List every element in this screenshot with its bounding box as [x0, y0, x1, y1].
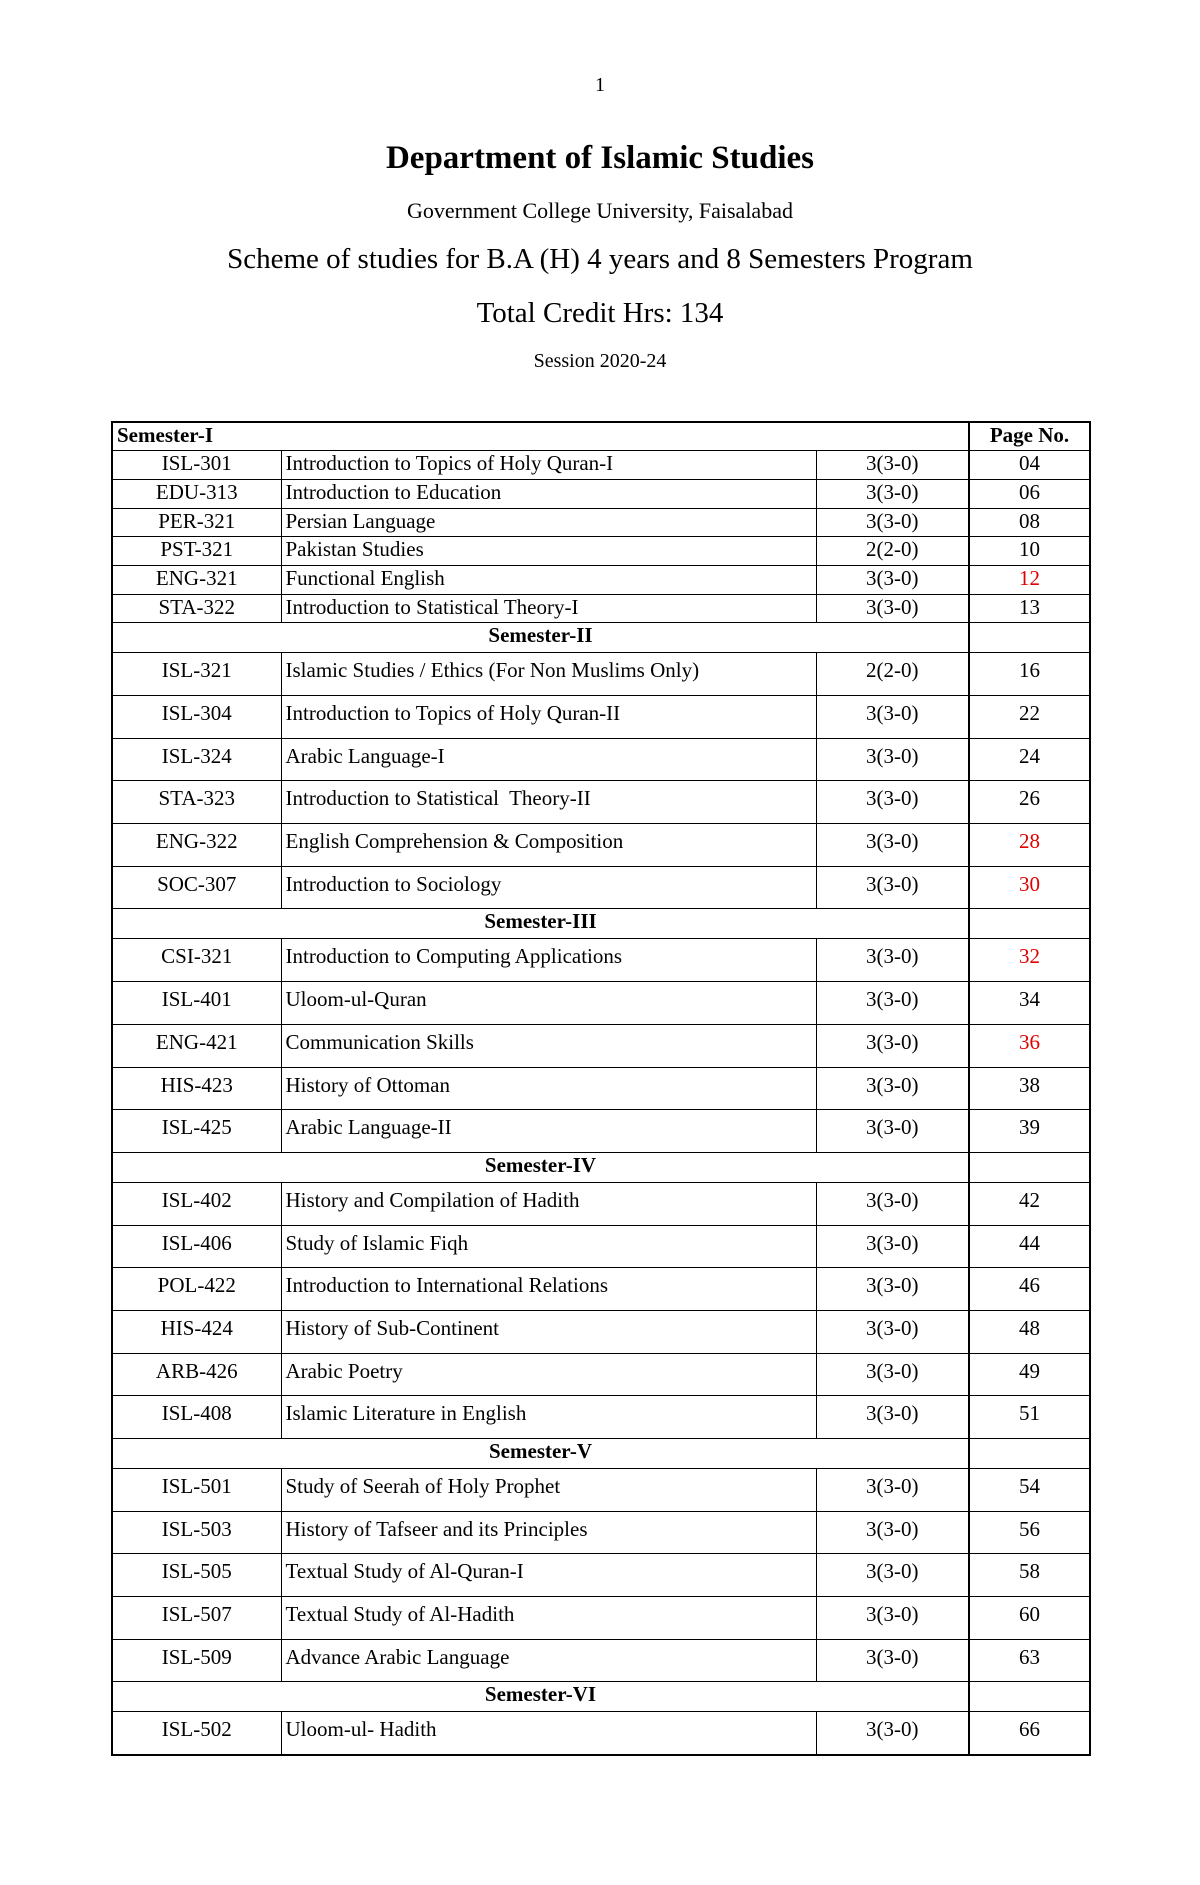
course-title: History of Sub-Continent	[281, 1310, 816, 1353]
course-code: ISL-406	[112, 1225, 281, 1268]
table-row	[112, 982, 1090, 1025]
credit-hours: 3(3-0)	[816, 781, 969, 824]
table-row	[112, 1225, 1090, 1268]
semester-title: Semester-II	[112, 623, 969, 653]
course-title: Study of Seerah of Holy Prophet	[281, 1469, 816, 1512]
credit-hours: 3(3-0)	[816, 1268, 969, 1311]
table-row	[112, 1268, 1090, 1311]
page-number-cell: 60	[969, 1597, 1090, 1640]
page-number-cell: 04	[969, 451, 1090, 480]
page-no-header	[969, 1152, 1090, 1182]
course-code: SOC-307	[112, 866, 281, 909]
table-row	[112, 1067, 1090, 1110]
credit-hours: 3(3-0)	[816, 1712, 969, 1755]
course-code: ISL-507	[112, 1597, 281, 1640]
course-code: ISL-401	[112, 982, 281, 1025]
course-code: CSI-321	[112, 939, 281, 982]
semester-header-row	[112, 909, 1090, 939]
credit-hours: 2(2-0)	[816, 653, 969, 696]
page-number-cell: 08	[969, 508, 1090, 537]
page-number-cell: 51	[969, 1396, 1090, 1439]
credit-hours: 3(3-0)	[816, 866, 969, 909]
total-credits: Total Credit Hrs: 134	[476, 297, 724, 329]
table-row	[112, 939, 1090, 982]
table-row	[112, 594, 1090, 623]
page-number-cell: 39	[969, 1110, 1090, 1153]
course-code: ISL-503	[112, 1511, 281, 1554]
semester-title: Semester-V	[112, 1439, 969, 1469]
course-title: Islamic Studies / Ethics (For Non Muslims Only)	[281, 653, 816, 696]
page-number-cell: 10	[969, 537, 1090, 566]
course-code: STA-322	[112, 594, 281, 623]
table-row	[112, 479, 1090, 508]
course-title: Uloom-ul-Quran	[281, 982, 816, 1025]
table-row	[112, 508, 1090, 537]
session-label: Session 2020-24	[533, 350, 667, 372]
course-title: Introduction to Topics of Holy Quran-II	[281, 696, 816, 739]
table-row	[112, 1024, 1090, 1067]
page-number-cell: 46	[969, 1268, 1090, 1311]
semester-title: Semester-IV	[112, 1152, 969, 1182]
course-title: Introduction to Sociology	[281, 866, 816, 909]
table-row	[112, 565, 1090, 594]
table-row	[112, 696, 1090, 739]
course-title: Arabic Language-II	[281, 1110, 816, 1153]
course-code: ISL-301	[112, 451, 281, 480]
university-name: Government College University, Faisalabad	[407, 198, 793, 223]
course-title: Persian Language	[281, 508, 816, 537]
page-number-cell: 30	[969, 866, 1090, 909]
course-code: EDU-313	[112, 479, 281, 508]
page-no-header	[969, 623, 1090, 653]
page-number-cell: 48	[969, 1310, 1090, 1353]
course-title: Introduction to Topics of Holy Quran-I	[281, 451, 816, 480]
course-title: Uloom-ul- Hadith	[281, 1712, 816, 1755]
credit-hours: 3(3-0)	[816, 1639, 969, 1682]
table-row	[112, 1712, 1090, 1755]
page-number-cell: 26	[969, 781, 1090, 824]
credit-hours: 3(3-0)	[816, 1511, 969, 1554]
table-row	[112, 537, 1090, 566]
page-number-cell: 44	[969, 1225, 1090, 1268]
credit-hours: 3(3-0)	[816, 939, 969, 982]
course-title: Study of Islamic Fiqh	[281, 1225, 816, 1268]
page-no-header: Page No.	[969, 422, 1090, 451]
semester-header-row	[112, 1152, 1090, 1182]
credit-hours: 2(2-0)	[816, 537, 969, 566]
course-title: Introduction to Education	[281, 479, 816, 508]
credit-hours: 3(3-0)	[816, 1469, 969, 1512]
course-title: Introduction to Statistical Theory-II	[281, 781, 816, 824]
semester-title: Semester-III	[112, 909, 969, 939]
table-row	[112, 451, 1090, 480]
table-row	[112, 866, 1090, 909]
course-code: POL-422	[112, 1268, 281, 1311]
page-number-cell: 16	[969, 653, 1090, 696]
course-code: ISL-509	[112, 1639, 281, 1682]
credit-hours: 3(3-0)	[816, 696, 969, 739]
course-code: ISL-402	[112, 1182, 281, 1225]
course-title: Communication Skills	[281, 1024, 816, 1067]
course-code: STA-323	[112, 781, 281, 824]
course-code: HIS-423	[112, 1067, 281, 1110]
course-code: ISL-324	[112, 738, 281, 781]
table-row	[112, 1597, 1090, 1640]
course-code: ISL-408	[112, 1396, 281, 1439]
course-title: Introduction to Statistical Theory-I	[281, 594, 816, 623]
course-code: PER-321	[112, 508, 281, 537]
page-number-cell: 58	[969, 1554, 1090, 1597]
table-row	[112, 1110, 1090, 1153]
credit-hours: 3(3-0)	[816, 1310, 969, 1353]
table-row	[112, 1639, 1090, 1682]
table-row	[112, 781, 1090, 824]
page-number-cell: 63	[969, 1639, 1090, 1682]
page-title: Department of Islamic Studies	[385, 140, 815, 176]
credit-hours: 3(3-0)	[816, 565, 969, 594]
table-row	[112, 1353, 1090, 1396]
semester-header-row	[112, 1682, 1090, 1712]
page-number-cell: 66	[969, 1712, 1090, 1755]
table-row	[112, 1511, 1090, 1554]
table-row	[112, 824, 1090, 867]
page-number-cell: 54	[969, 1469, 1090, 1512]
table-row	[112, 1469, 1090, 1512]
course-title: Arabic Poetry	[281, 1353, 816, 1396]
table-row	[112, 653, 1090, 696]
table-row	[112, 1554, 1090, 1597]
credit-hours: 3(3-0)	[816, 1067, 969, 1110]
credit-hours: 3(3-0)	[816, 594, 969, 623]
scheme-heading: Scheme of studies for B.A (H) 4 years and 8 Semesters Program	[227, 243, 973, 275]
course-code: ISL-425	[112, 1110, 281, 1153]
course-title: Introduction to Computing Applications	[281, 939, 816, 982]
page-no-header	[969, 909, 1090, 939]
page-number-cell: 06	[969, 479, 1090, 508]
course-title: Textual Study of Al-Quran-I	[281, 1554, 816, 1597]
course-code: HIS-424	[112, 1310, 281, 1353]
credit-hours: 3(3-0)	[816, 1597, 969, 1640]
semester-header-row	[112, 422, 1090, 451]
credit-hours: 3(3-0)	[816, 982, 969, 1025]
page-number-cell: 36	[969, 1024, 1090, 1067]
credit-hours: 3(3-0)	[816, 1353, 969, 1396]
table-row	[112, 1182, 1090, 1225]
page-number-cell: 32	[969, 939, 1090, 982]
credit-hours: 3(3-0)	[816, 1182, 969, 1225]
page-number-cell: 49	[969, 1353, 1090, 1396]
page-number-cell: 42	[969, 1182, 1090, 1225]
table-row	[112, 1310, 1090, 1353]
credit-hours: 3(3-0)	[816, 508, 969, 537]
course-title: Advance Arabic Language	[281, 1639, 816, 1682]
table-row	[112, 738, 1090, 781]
page-number-cell: 38	[969, 1067, 1090, 1110]
page-number-cell: 34	[969, 982, 1090, 1025]
semester-title: Semester-VI	[112, 1682, 969, 1712]
course-title: Islamic Literature in English	[281, 1396, 816, 1439]
credit-hours: 3(3-0)	[816, 1225, 969, 1268]
course-title: Functional English	[281, 565, 816, 594]
page-number-cell: 24	[969, 738, 1090, 781]
credit-hours: 3(3-0)	[816, 1396, 969, 1439]
course-code: PST-321	[112, 537, 281, 566]
scheme-table-body	[112, 422, 1090, 1755]
course-title: English Comprehension & Composition	[281, 824, 816, 867]
page-number-cell: 13	[969, 594, 1090, 623]
page-no-header	[969, 1682, 1090, 1712]
course-code: ENG-321	[112, 565, 281, 594]
credit-hours: 3(3-0)	[816, 1554, 969, 1597]
course-title: Pakistan Studies	[281, 537, 816, 566]
course-title: History and Compilation of Hadith	[281, 1182, 816, 1225]
course-title: History of Ottoman	[281, 1067, 816, 1110]
course-code: ENG-421	[112, 1024, 281, 1067]
credit-hours: 3(3-0)	[816, 479, 969, 508]
course-code: ISL-304	[112, 696, 281, 739]
course-title: History of Tafseer and its Principles	[281, 1511, 816, 1554]
page-number-cell: 56	[969, 1511, 1090, 1554]
semester-header-row	[112, 1439, 1090, 1469]
credit-hours: 3(3-0)	[816, 451, 969, 480]
course-code: ISL-502	[112, 1712, 281, 1755]
page-number-cell: 12	[969, 565, 1090, 594]
credit-hours: 3(3-0)	[816, 738, 969, 781]
page-number-cell: 22	[969, 696, 1090, 739]
semester-title: Semester-I	[112, 422, 969, 451]
course-code: ISL-505	[112, 1554, 281, 1597]
page-number: 1	[595, 74, 605, 96]
scheme-table	[111, 421, 1091, 1756]
course-title: Introduction to International Relations	[281, 1268, 816, 1311]
course-code: ISL-501	[112, 1469, 281, 1512]
semester-header-row	[112, 623, 1090, 653]
page-no-header	[969, 1439, 1090, 1469]
course-code: ISL-321	[112, 653, 281, 696]
credit-hours: 3(3-0)	[816, 1110, 969, 1153]
credit-hours: 3(3-0)	[816, 824, 969, 867]
course-code: ENG-322	[112, 824, 281, 867]
course-code: ARB-426	[112, 1353, 281, 1396]
table-row	[112, 1396, 1090, 1439]
course-title: Textual Study of Al-Hadith	[281, 1597, 816, 1640]
course-title: Arabic Language-I	[281, 738, 816, 781]
page-number-cell: 28	[969, 824, 1090, 867]
credit-hours: 3(3-0)	[816, 1024, 969, 1067]
